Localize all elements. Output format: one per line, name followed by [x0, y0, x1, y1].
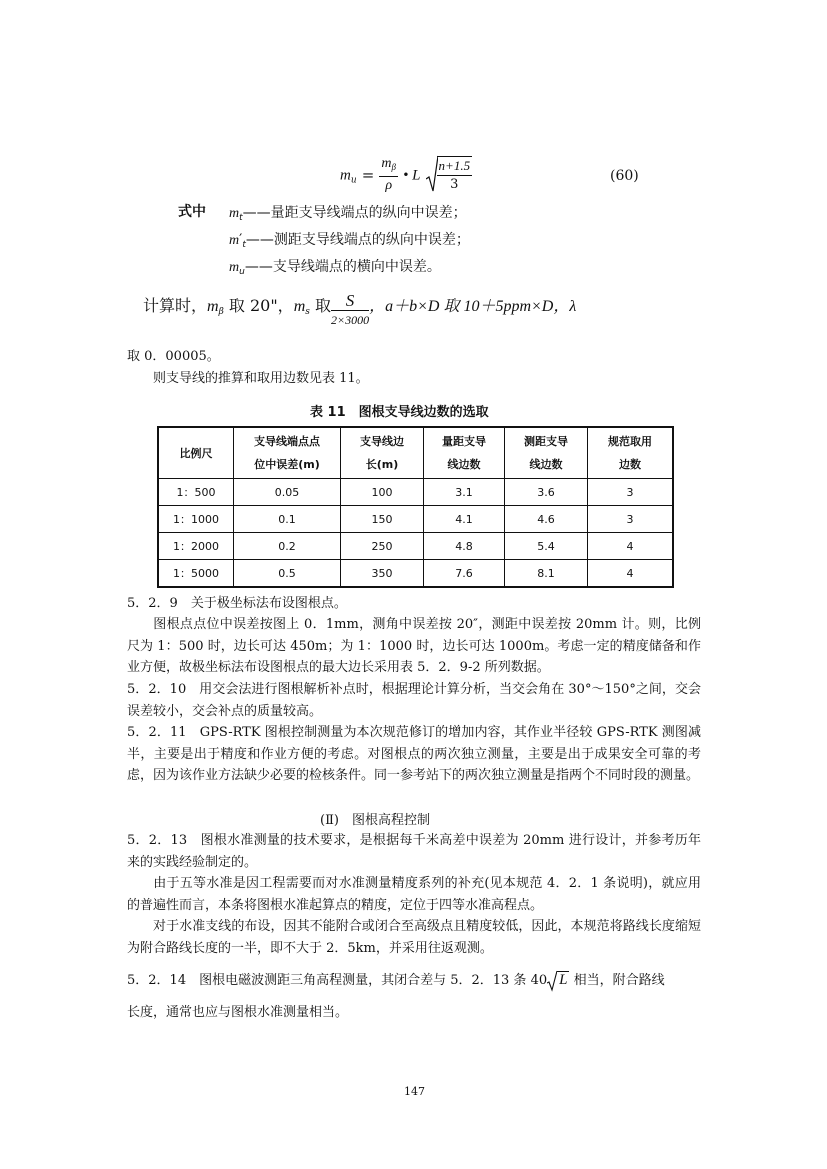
edge-count-table	[157, 426, 674, 588]
table-cell: 0.1	[234, 506, 341, 533]
equals-sign: =	[361, 165, 375, 184]
table-header-cell: 比例尺	[158, 427, 234, 479]
table-header-cell: 测距支导 线边数	[505, 427, 588, 479]
section-5-2-9-title: 5．2．9 关于极坐标法布设图根点。	[127, 596, 347, 611]
sqrt-numerator: n+1.5	[437, 157, 473, 176]
table-cell: 350	[341, 560, 424, 588]
formula-60	[340, 155, 472, 195]
table-cell: 4	[588, 533, 674, 560]
table-cell: 0.05	[234, 479, 341, 506]
where-item: $m'_t——$测距支导线端点的纵向中误差；	[229, 232, 470, 250]
body-line: 取 0．00005。	[127, 349, 220, 364]
where-label: 式中	[178, 204, 206, 220]
table-cell: 1：5000	[158, 560, 234, 588]
section-5-2-11: 5．2．11 GPS-RTK 图根控制测量为本次规范修订的增加内容，其作业半径较 GPS-RTK 测图减半，主要是出于精度和作业方便的考虑。对图根点的两次独立测量，主要是出于成果安全可靠的考虑，因为该作业方法缺少必要的检核条件。同一参考站下的两次独立测量是指两个不同时段的测量。	[127, 725, 701, 783]
page-number: 147	[404, 1085, 425, 1098]
table-cell: 0.5	[234, 560, 341, 588]
subsection-heading: (Ⅱ) 图根高程控制	[320, 813, 430, 828]
table-header-cell: 支导线边 长(m)	[341, 427, 424, 479]
table-cell: 150	[341, 506, 424, 533]
table-cell: 250	[341, 533, 424, 560]
frac-numerator-sub: β	[391, 162, 397, 172]
table-cell: 3	[588, 479, 674, 506]
formula-lhs-sub: u	[350, 175, 357, 186]
table-row	[158, 506, 673, 533]
table-header-cell: 量距支导 线边数	[424, 427, 505, 479]
table-cell: 8.1	[505, 560, 588, 588]
table-cell: 4.1	[424, 506, 505, 533]
formula-fraction	[379, 155, 398, 195]
table-cell: 3.1	[424, 479, 505, 506]
sqrt-denominator: 3	[450, 177, 459, 192]
table-caption: 表 11 图根支导线边数的选取	[310, 405, 489, 420]
calc-line: 计算时，$m_\beta$ 取 20"，$m_s$ 取 $\frac{S}{2\times 3000}$ ，a＋b×D 取 10＋5ppm×D，λ	[143, 291, 577, 327]
table-cell: 4.6	[505, 506, 588, 533]
table-cell: 3	[588, 506, 674, 533]
table-cell: 4	[588, 560, 674, 588]
table-cell: 3.6	[505, 479, 588, 506]
table-cell: 4.8	[424, 533, 505, 560]
formula-sqrt	[426, 155, 473, 195]
equation-number: (60)	[610, 168, 639, 184]
frac-denominator: ρ	[385, 178, 393, 193]
section-5-2-10: 5．2．10 用交会法进行图根解析补点时，根据理论计算分析，当交会角在 30°～150°之间，交会误差较小，交会补点的质量较高。	[127, 682, 701, 719]
section-5-2-14-cont: 长度，通常也应与图根水准测量相当。	[127, 1005, 349, 1020]
table-header-row	[158, 427, 673, 479]
table-cell: 5.4	[505, 533, 588, 560]
table-row	[158, 560, 673, 588]
section-5-2-9-body: 图根点点位中误差按图上 0．1mm，测角中误差按 20″，测距中误差按 20mm 计。则，比例尺为 1：500 时，边长可达 450m；为 1：1000 时，边长可达 1000m。考虑一定的精度储备和作业方便，故极坐标法布设图根点的最大边长采用表 5．2．9-2 所列数据。	[127, 617, 701, 675]
where-item: $m_t——$量距支导线端点的纵向中误差；	[229, 205, 467, 223]
table-row	[158, 479, 673, 506]
formula-lhs: m	[340, 167, 351, 184]
where-item: $m_u——$支导线端点的横向中误差。	[229, 259, 441, 277]
radical-sign-icon	[547, 970, 557, 992]
section-5-2-13-para3: 对于水准支线的布设，因其不能附合或闭合至高级点且精度较低，因此，本规范将路线长度缩短为附合路线长度的一半，即不大于 2．5km，并采用往返观测。	[127, 919, 701, 956]
table-cell: 1：500	[158, 479, 234, 506]
section-5-2-14: 5．2．14 图根电磁波测距三角高程测量，其闭合差与 5．2．13 条 40 L 相当，附合路线	[127, 969, 665, 992]
table-cell: 0.2	[234, 533, 341, 560]
table-row	[158, 533, 673, 560]
calc-fraction: $\frac{S}{2\times 3000}$	[330, 291, 370, 327]
table-cell: 1：1000	[158, 506, 234, 533]
formula-dot-l: • L	[403, 167, 421, 184]
table-cell: 100	[341, 479, 424, 506]
section-5-2-13: 5．2．13 图根水准测量的技术要求，是根据每千米高差中误差为 20mm 进行设计，并参考历年来的实践经验制定的。	[127, 833, 701, 870]
body-line: 则支导线的推算和取用边数见表 11。	[153, 371, 369, 386]
frac-numerator: m	[381, 156, 392, 171]
table-cell: 1：2000	[158, 533, 234, 560]
section-5-2-13-para2: 由于五等水准是因工程需要而对水准测量精度系列的补充(见本规范 4．2．1 条说明)，就应用的普遍性而言，本条将图根水准起算点的精度，定位于四等水准高程点。	[127, 876, 701, 913]
table-header-cell: 支导线端点点 位中误差(m)	[234, 427, 341, 479]
table-header-cell: 规范取用 边数	[588, 427, 674, 479]
table-cell: 7.6	[424, 560, 505, 588]
